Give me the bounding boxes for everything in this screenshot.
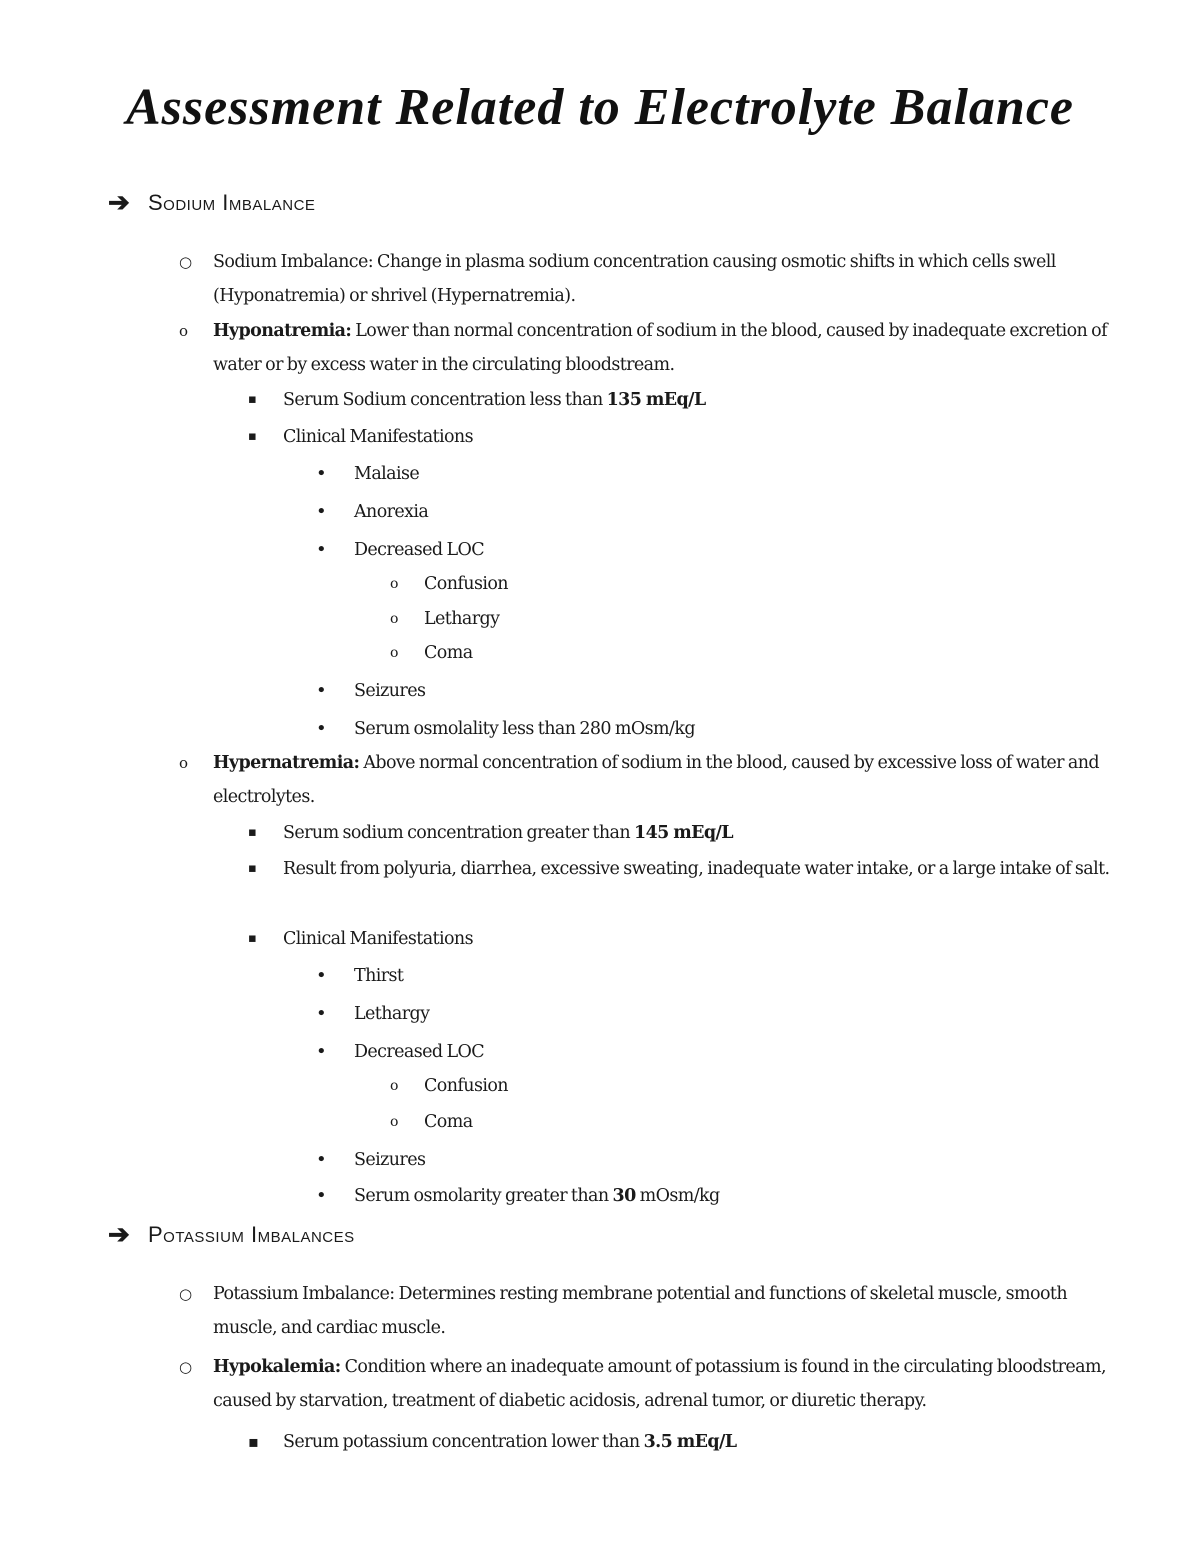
dot-bullet-icon: •: [316, 680, 327, 701]
item-text: Result from polyuria, diarrhea, excessive sweating, inadequate water intake, or a large intake of salt.: [283, 859, 1110, 879]
small-o-bullet-icon: o: [390, 645, 398, 661]
list-item: [390, 1105, 1124, 1139]
term: Potassium Imbalance:: [213, 1284, 395, 1304]
item-text: Decreased LOC: [354, 540, 485, 560]
arrow-right-icon: ➔: [108, 188, 130, 218]
list-item: [316, 997, 1134, 1031]
dot-bullet-icon: •: [316, 1149, 327, 1170]
list-item: [179, 1350, 1133, 1418]
circle-bullet-icon: ○: [179, 1358, 192, 1376]
list-item: [316, 1143, 1134, 1177]
list-item: [316, 712, 1134, 746]
definition: Determines resting membrane potential and functions of skeletal muscle, smooth muscle, and cardiac muscle.: [213, 1284, 1067, 1338]
item-text: Serum osmolarity greater than: [354, 1186, 613, 1206]
item-text: Seizures: [354, 681, 426, 701]
list-item: [316, 495, 1134, 529]
item-text: Serum potassium concentration lower than: [283, 1432, 644, 1452]
dot-bullet-icon: •: [316, 965, 327, 986]
square-bullet-icon: ▪: [248, 429, 257, 444]
small-o-bullet-icon: o: [390, 1114, 398, 1130]
list-item: [316, 533, 1134, 567]
definition: Change in plasma sodium concentration causing osmotic shifts in which cells swell (Hyponatremia) or shrivel (Hypernatremia).: [213, 252, 1056, 306]
square-bullet-icon: ▪: [248, 931, 257, 946]
item-text: Clinical Manifestations: [283, 427, 473, 447]
list-item: [390, 1069, 1124, 1103]
item-text: Malaise: [354, 464, 420, 484]
list-item: [179, 314, 1133, 382]
item-text: Serum osmolality less than 280 mOsm/kg: [354, 719, 695, 739]
dot-bullet-icon: •: [316, 539, 327, 560]
small-o-bullet-icon: o: [390, 611, 398, 627]
small-o-bullet-icon: o: [179, 754, 188, 772]
square-bullet-icon: ▪: [248, 825, 257, 840]
list-item: [248, 852, 1133, 886]
item-text: Confusion: [424, 1076, 508, 1096]
term: Sodium Imbalance:: [213, 252, 374, 272]
list-item: [390, 602, 1124, 636]
small-o-bullet-icon: o: [179, 322, 188, 340]
item-text: Coma: [424, 643, 473, 663]
list-item: [316, 959, 1134, 993]
item-text: Clinical Manifestations: [283, 929, 473, 949]
item-text: Serum sodium concentration greater than: [283, 823, 634, 843]
item-text: Confusion: [424, 574, 508, 594]
definition: Condition where an inadequate amount of potassium is found in the circulating bloodstream, caused by starvation, treatment of diabetic acidosis, adrenal tumor, or diuretic therapy.: [213, 1357, 1106, 1411]
dot-bullet-icon: •: [316, 1003, 327, 1024]
dot-bullet-icon: •: [316, 1185, 327, 1206]
item-text: Decreased LOC: [354, 1042, 485, 1062]
list-item: [316, 674, 1134, 708]
term: Hyponatremia:: [213, 321, 352, 341]
section-heading-potassium: [108, 1222, 355, 1248]
item-text: Seizures: [354, 1150, 426, 1170]
item-value: 3.5 mEq/L: [643, 1432, 737, 1452]
list-item: [248, 420, 1133, 454]
square-bullet-icon: ▪: [248, 861, 257, 876]
list-item: [248, 383, 1133, 417]
item-text: Thirst: [354, 966, 404, 986]
item-text: Coma: [424, 1112, 473, 1132]
dot-bullet-icon: •: [316, 463, 327, 484]
definition: Lower than normal concentration of sodium in the blood, caused by inadequate excretion of water or by excess water in the circulating bloodstream.: [213, 321, 1107, 375]
definition: Above normal concentration of sodium in the blood, caused by excessive loss of water and electrolytes.: [213, 753, 1099, 807]
dot-bullet-icon: •: [316, 718, 327, 739]
list-item: [390, 567, 1124, 601]
small-o-bullet-icon: o: [390, 1078, 398, 1094]
dot-bullet-icon: •: [316, 1041, 327, 1062]
square-bullet-icon: ▪: [248, 1432, 259, 1451]
term: Hypokalemia:: [213, 1357, 341, 1377]
item-text: Lethargy: [424, 609, 500, 629]
list-item: [390, 636, 1124, 670]
circle-bullet-icon: ○: [179, 253, 192, 271]
section-heading-text: Sodium Imbalance: [148, 190, 316, 215]
list-item: [248, 1425, 1133, 1459]
list-item: [179, 746, 1133, 814]
item-text: Lethargy: [354, 1004, 430, 1024]
list-item: [248, 922, 1133, 956]
list-item: [248, 816, 1133, 850]
item-value: 30: [612, 1186, 636, 1206]
arrow-right-icon: ➔: [108, 1220, 130, 1250]
square-bullet-icon: ▪: [248, 392, 257, 407]
item-value: 135 mEq/L: [606, 390, 706, 410]
list-item: [179, 1277, 1133, 1345]
dot-bullet-icon: •: [316, 501, 327, 522]
item-unit: mOsm/kg: [635, 1186, 720, 1206]
term: Hypernatremia:: [213, 753, 360, 773]
section-heading-text: Potassium Imbalances: [148, 1222, 355, 1247]
list-item: [316, 1179, 1134, 1213]
circle-bullet-icon: ○: [179, 1285, 192, 1303]
item-value: 145 mEq/L: [634, 823, 734, 843]
list-item: [316, 457, 1134, 491]
list-item: [316, 1035, 1134, 1069]
item-text: Serum Sodium concentration less than: [283, 390, 607, 410]
small-o-bullet-icon: o: [390, 576, 398, 592]
section-heading-sodium: [108, 190, 315, 216]
item-text: Anorexia: [354, 502, 429, 522]
page-title: Assessment Related to Electrolyte Balance: [125, 79, 1075, 136]
list-item: [179, 245, 1133, 313]
